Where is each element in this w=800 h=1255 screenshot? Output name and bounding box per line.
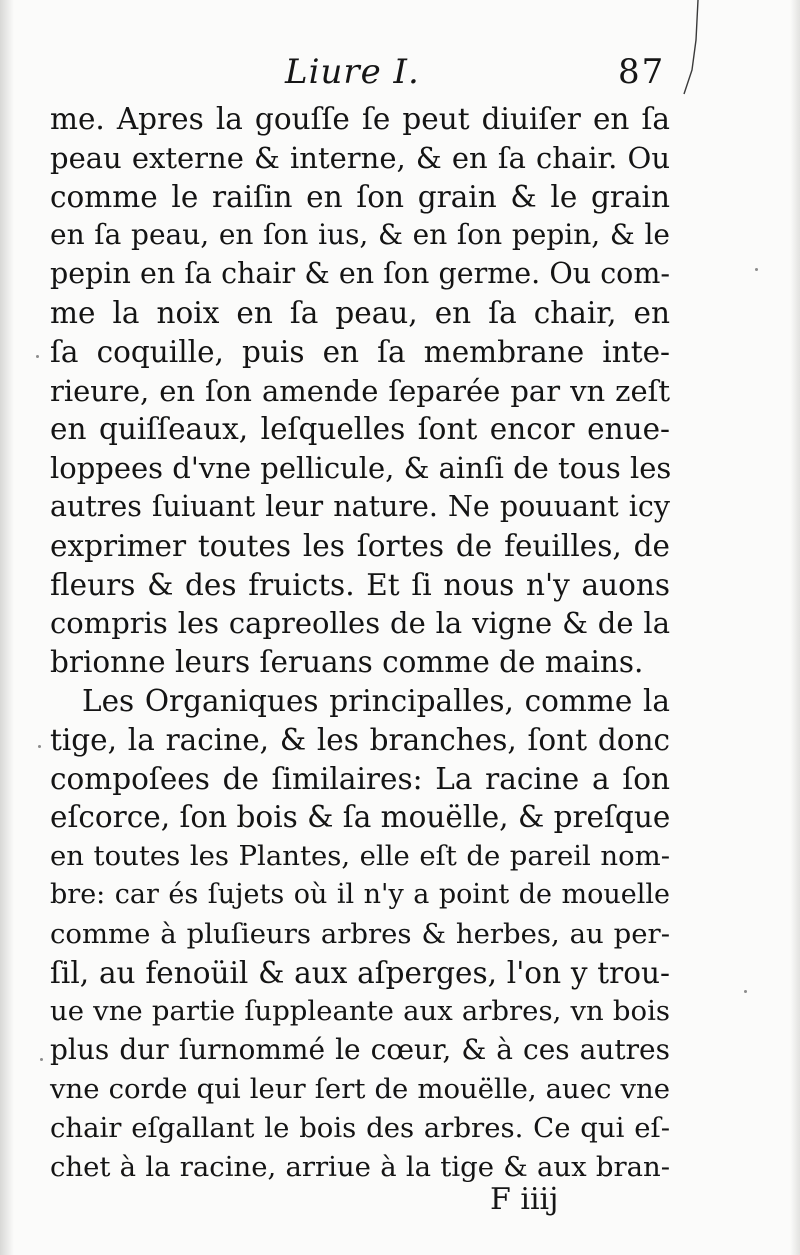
text-line: me la noix en ſa peau, en ſa chair, en: [50, 295, 670, 330]
text-line: en toutes les Plantes, elle eſt de pareil nom-: [50, 840, 670, 873]
paper-speck: [744, 990, 747, 993]
text-line: autres ſuiuant leur nature. Ne pouuant icy: [50, 489, 670, 523]
text-line: rieure, en ſon amende ſeparée par vn zeſt: [50, 373, 670, 408]
text-line: ue vne partie ſuppleante aux arbres, vn bois: [50, 995, 670, 1028]
text-line: Les Organiques principalles, comme la: [82, 683, 670, 718]
paper-speck: [38, 745, 41, 748]
text-line: compris les capreolles de la vigne & de la: [50, 606, 670, 641]
running-title: Liure I.: [285, 52, 420, 92]
body-text: [50, 100, 670, 1186]
text-line: fleurs & des fruicts. Et ſi nous n'y auons: [50, 567, 670, 602]
text-line: peau externe & interne, & en ſa chair. Ou: [50, 140, 670, 175]
text-line: bre: car és ſujets où il n'y a point de mouelle: [50, 878, 670, 910]
text-line: chet à la racine, arriue à la tige & aux bran-: [50, 1150, 670, 1183]
paragraph-2: [50, 682, 670, 1186]
page-number: 87: [618, 52, 666, 92]
text-line: tige, la racine, & les branches, ſont donc: [50, 722, 670, 757]
page-header: [0, 44, 800, 100]
text-line: loppees d'vne pellicule, & ainſi de tous les: [50, 451, 672, 486]
text-line: brionne leurs ſeruans comme de mains.: [50, 645, 644, 680]
text-line: ſil, au fenoüil & aux aſperges, l'on y trou-: [50, 955, 670, 990]
page-left-edge-shadow: [0, 0, 14, 1255]
text-line: exprimer toutes les ſortes de feuilles, de: [50, 528, 670, 563]
paragraph-1: [50, 100, 670, 682]
text-line: compoſees de ſimilaires: La racine a ſon: [50, 761, 670, 796]
text-line: comme à pluſieurs arbres & herbes, au per-: [50, 917, 670, 950]
text-line: comme le raiſin en ſon grain & le grain: [50, 179, 670, 214]
text-line: me. Apres la gouſſe ſe peut diuiſer en ſa: [50, 102, 670, 136]
text-line: chair eſgallant le bois des arbres. Ce qui eſ-: [50, 1111, 670, 1144]
page-right-edge-shadow: [790, 0, 800, 1255]
paper-speck: [36, 355, 39, 358]
text-line: ſa coquille, puis en ſa membrane inte-: [50, 334, 670, 369]
text-line: en ſa peau, en ſon ius, & en ſon pepin, & le: [50, 218, 670, 252]
text-line: en quiſſeaux, leſquelles ſont encor enue-: [50, 412, 670, 447]
text-line: vne corde qui leur ſert de mouëlle, auec vne: [50, 1072, 670, 1105]
text-line: plus dur ſurnommé le cœur, & à ces autres: [50, 1033, 670, 1067]
text-line: eſcorce, ſon bois & ſa mouëlle, & preſque: [50, 800, 671, 835]
paper-speck: [40, 1058, 43, 1061]
paper-speck: [755, 268, 758, 271]
text-line: pepin en ſa chair & en ſon germe. Ou com-: [50, 257, 670, 291]
signature-mark: F iiij: [490, 1182, 559, 1217]
